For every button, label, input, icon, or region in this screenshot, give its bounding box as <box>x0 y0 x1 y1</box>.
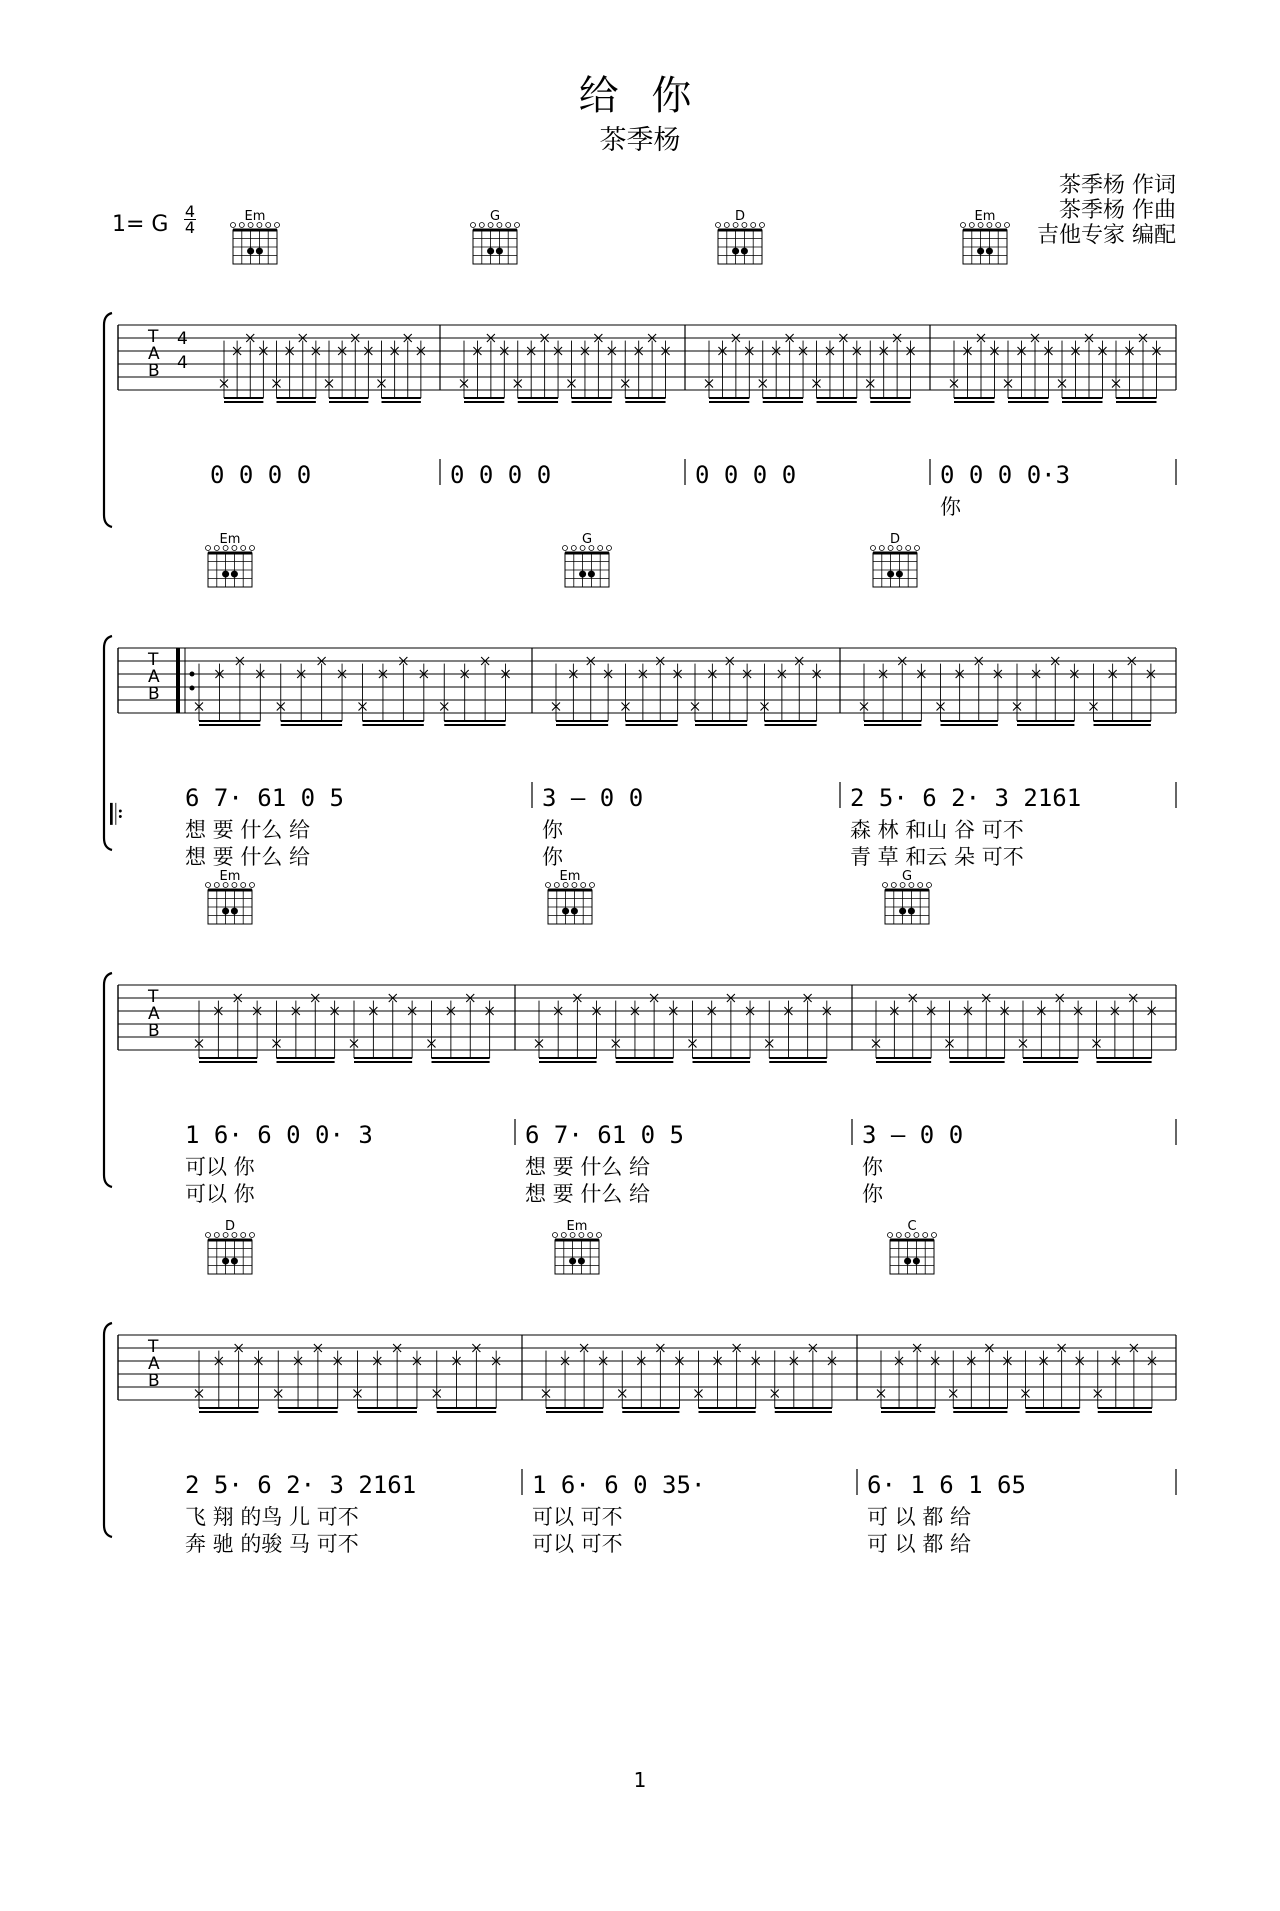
lyric-line-1: 飞 翔 的鸟 儿 可不 <box>185 1505 359 1529</box>
chord-diagram-dot <box>231 571 238 578</box>
chord-name: D <box>224 1219 235 1234</box>
repeat-dot <box>190 686 195 691</box>
credit-music: 茶季杨 作曲 <box>1059 198 1176 223</box>
tab-letter: A <box>148 1004 160 1024</box>
chord-diagram-dot <box>741 248 748 255</box>
lyric-line-2: 奔 驰 的骏 马 可不 <box>185 1532 359 1556</box>
chord-diagram-dot <box>904 1258 911 1265</box>
lyric-line-1: 可以 可不 <box>532 1505 623 1529</box>
chord-name: Em <box>559 869 581 884</box>
chord-diagram-dot <box>222 571 229 578</box>
tab-letter: B <box>148 1371 160 1391</box>
lyric-line-1: 你 <box>940 495 961 519</box>
lyric-line-2: 想 要 什么 给 <box>185 845 311 869</box>
chord-diagram-dot <box>908 908 915 915</box>
lyric-line-2: 想 要 什么 给 <box>525 1182 651 1206</box>
numbered-notes: 2 5· 6 2· 3 2161 <box>850 784 1082 812</box>
chord-diagram-dot <box>231 1258 238 1265</box>
numbered-notes: 6· 1 6 1 65 <box>867 1471 1026 1499</box>
tab-time-sig-top: 4 <box>177 329 188 349</box>
lyric-line-1: 森 林 和山 谷 可不 <box>850 818 1024 842</box>
song-title: 给 你 <box>578 73 702 119</box>
chord-diagram-dot <box>732 248 739 255</box>
numbered-repeat-sign: 𝄆 <box>110 798 124 831</box>
chord-name: D <box>889 532 900 547</box>
time-signature-top: 4 <box>184 202 196 221</box>
tab-letter: A <box>148 1354 160 1374</box>
chord-name: Em <box>219 869 241 884</box>
numbered-notes: 0 0 0 0 <box>450 461 552 489</box>
numbered-notes: 0 0 0 0 <box>695 461 797 489</box>
chord-diagram-dot <box>222 1258 229 1265</box>
chord-diagram-dot <box>977 248 984 255</box>
system-bracket <box>104 313 112 527</box>
chord-name: Em <box>219 532 241 547</box>
chord-name: G <box>581 532 593 547</box>
numbered-notes: 3 — 0 0 <box>862 1121 964 1149</box>
numbered-notes: 0 0 0 0 <box>210 461 312 489</box>
chord-diagram-dot <box>887 571 894 578</box>
chord-diagram-dot <box>913 1258 920 1265</box>
tab-letter: B <box>148 361 160 381</box>
chord-diagram-dot <box>231 908 238 915</box>
lyric-line-1: 想 要 什么 给 <box>185 818 311 842</box>
lyric-line-1: 想 要 什么 给 <box>525 1155 651 1179</box>
credit-arrangement: 吉他专家 编配 <box>1037 223 1176 248</box>
lyric-line-1: 可 以 都 给 <box>867 1505 972 1529</box>
chord-diagram-dot <box>487 248 494 255</box>
lyric-line-2: 你 <box>862 1182 883 1206</box>
chord-diagram-dot <box>569 1258 576 1265</box>
lyric-line-2: 可以 你 <box>185 1182 255 1206</box>
chord-diagram-dot <box>562 908 569 915</box>
chord-diagram-dot <box>496 248 503 255</box>
numbered-notes: 2 5· 6 2· 3 2161 <box>185 1471 417 1499</box>
chord-name: Em <box>244 209 266 224</box>
chord-name: G <box>489 209 501 224</box>
chord-diagram-dot <box>579 571 586 578</box>
chord-diagram-dot <box>588 571 595 578</box>
numbered-notes: 1 6· 6 0 0· 3 <box>185 1121 373 1149</box>
repeat-dot <box>190 672 195 677</box>
artist-name: 茶季杨 <box>599 125 681 156</box>
lyric-line-2: 可 以 都 给 <box>867 1532 972 1556</box>
chord-name: D <box>734 209 745 224</box>
chord-diagram-dot <box>899 908 906 915</box>
tab-letter: T <box>148 987 159 1007</box>
page-number: 1 <box>633 1768 647 1792</box>
numbered-notes: 6 7· 61 0 5 <box>525 1121 684 1149</box>
tab-letter: B <box>148 1021 160 1041</box>
chord-diagram-dot <box>896 571 903 578</box>
chord-name: C <box>907 1219 917 1234</box>
numbered-notes: 1 6· 6 0 35· <box>532 1471 706 1499</box>
lyric-line-1: 你 <box>862 1155 883 1179</box>
tab-letter: A <box>148 667 160 687</box>
chord-name: G <box>901 869 913 884</box>
tab-letter: T <box>148 650 159 670</box>
numbered-notes: 3 — 0 0 <box>542 784 644 812</box>
chord-diagram-dot <box>256 248 263 255</box>
tab-time-sig-bottom: 4 <box>177 353 188 373</box>
chord-diagram-dot <box>578 1258 585 1265</box>
lyric-line-2: 可以 可不 <box>532 1532 623 1556</box>
lyric-line-2: 你 <box>542 845 563 869</box>
lyric-line-2: 青 草 和云 朵 可不 <box>850 845 1024 869</box>
lyric-line-1: 你 <box>542 818 563 842</box>
lyric-line-1: 可以 你 <box>185 1155 255 1179</box>
numbered-notes: 0 0 0 0·3 <box>940 461 1071 489</box>
chord-diagram-dot <box>986 248 993 255</box>
tab-letter: B <box>148 684 160 704</box>
tab-letter: T <box>148 327 159 347</box>
chord-name: Em <box>566 1219 588 1234</box>
chord-name: Em <box>974 209 996 224</box>
numbered-notes: 6 7· 61 0 5 <box>185 784 344 812</box>
chord-diagram-dot <box>247 248 254 255</box>
tab-letter: A <box>148 344 160 364</box>
credit-lyrics: 茶季杨 作词 <box>1059 173 1176 198</box>
system-bracket <box>104 1323 112 1537</box>
key-signature: 1= G <box>112 212 169 237</box>
tab-letter: T <box>148 1337 159 1357</box>
time-signature-bottom: 4 <box>184 218 196 237</box>
chord-diagram-dot <box>222 908 229 915</box>
system-bracket <box>104 973 112 1187</box>
chord-diagram-dot <box>571 908 578 915</box>
